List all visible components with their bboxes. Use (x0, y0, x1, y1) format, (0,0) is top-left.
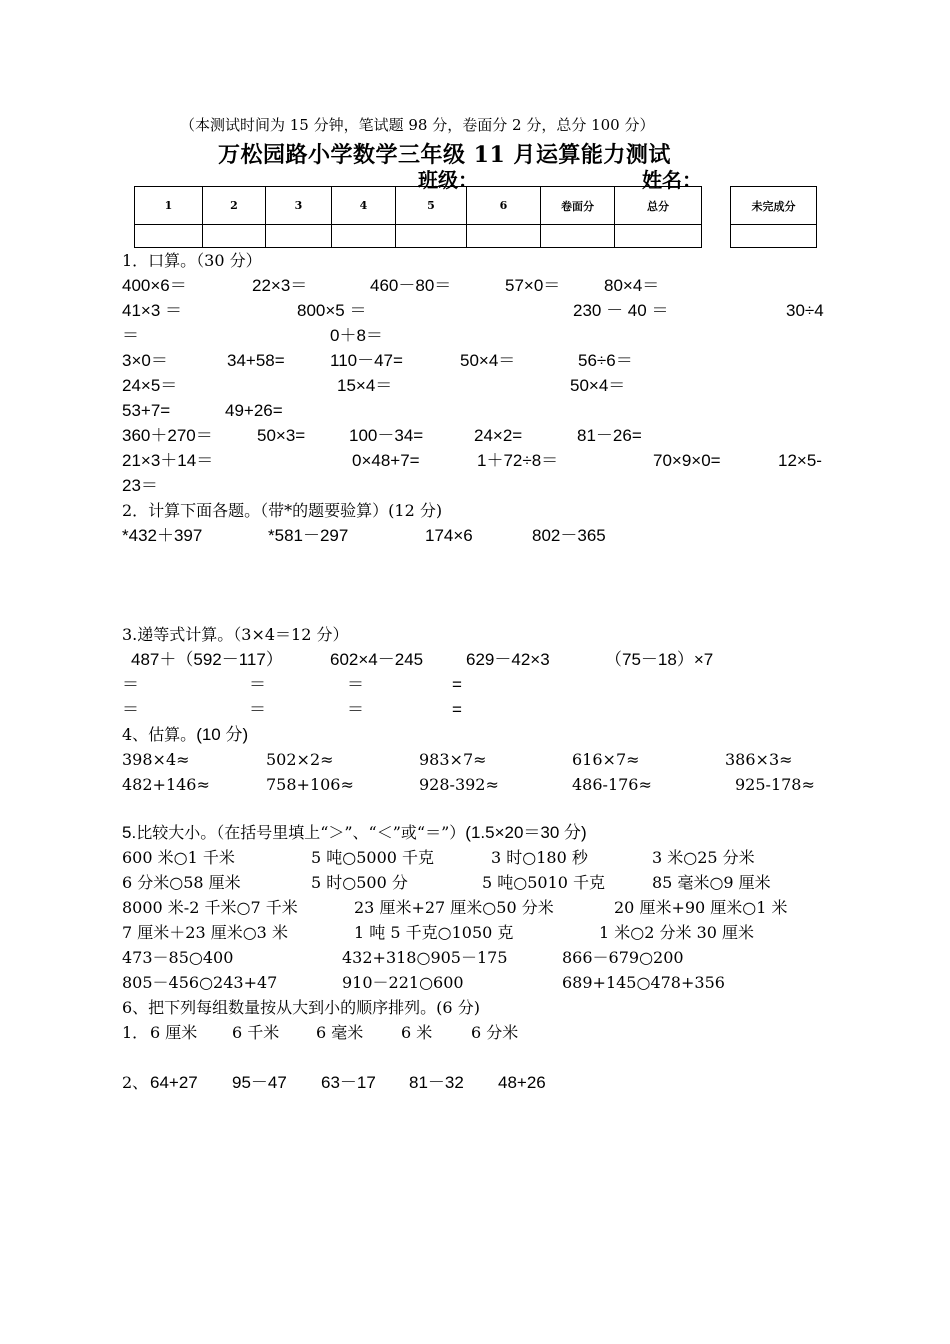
equals: ＝ (249, 675, 266, 694)
score-cell (332, 225, 396, 248)
problem: 925-178≈ (735, 775, 815, 794)
comparison: 689+145○478+356 (562, 973, 725, 992)
comparison: 85 毫米○9 厘米 (652, 873, 771, 892)
problem: 502×2≈ (266, 750, 334, 769)
section2-title: 2．计算下面各题。（带*的题要验算）(12 分) (122, 501, 443, 520)
comparison: 1 吨 5 千克○1050 克 (354, 923, 514, 942)
quantity: 6 毫米 (316, 1023, 364, 1042)
item-number: 2、 (122, 1073, 149, 1092)
section4-row (0, 747, 950, 772)
problem: 486-176≈ (572, 775, 652, 794)
problem: 23＝ (122, 476, 158, 495)
class-label: 班级： (418, 168, 478, 192)
section5-title (122, 820, 587, 845)
problem: 41×3 ＝ (122, 301, 183, 320)
section1-title: 1．口算。（30 分） (122, 251, 262, 270)
comparison: 5 吨○5010 千克 (482, 873, 606, 892)
name-label: 姓名： (642, 168, 702, 192)
problem: 49+26= (225, 401, 283, 420)
quantity: 48+26 (498, 1073, 546, 1092)
problem: 230 － 40 ＝ (573, 301, 669, 320)
problem: 50×4＝ (460, 351, 516, 370)
section3-title: 3.递等式计算。（3×4＝12 分） (122, 625, 349, 644)
section5-score: (1.5×20＝30 分) (465, 823, 587, 842)
problem: 386×3≈ (725, 750, 793, 769)
problem: 0×48+7= (352, 451, 420, 470)
problem: 0＋8＝ (330, 326, 383, 345)
score-header-4: 4 (332, 187, 396, 225)
score-cell (541, 225, 615, 248)
score-cell (396, 225, 467, 248)
section1-row (0, 323, 950, 348)
comparison: 8000 米-2 千米○7 千米 (122, 898, 298, 917)
problem: 1＋72÷8＝ (477, 451, 559, 470)
score-header-3: 3 (266, 187, 332, 225)
section5-title-text: 比较大小。（在括号里填上“＞”、“＜”或“＝”） (136, 823, 466, 842)
page-title: 万松园路小学数学三年级 11 月运算能力测试 (218, 142, 671, 168)
comparison: 5 时○500 分 (311, 873, 408, 892)
comparison: 5 吨○5000 千克 (311, 848, 435, 867)
quantity: 63－17 (321, 1073, 376, 1092)
score-header-1: 1 (135, 187, 203, 225)
score-header-2: 2 (203, 187, 266, 225)
equals: = (452, 700, 462, 719)
section4-title (122, 722, 248, 747)
comparison: 473－85○400 (122, 948, 234, 967)
test-note: （本测试时间为 15 分钟，笔试题 98 分，卷面分 2 分，总分 100 分） (180, 116, 655, 134)
section6-row (0, 1070, 950, 1095)
problem: *432＋397 (122, 526, 203, 545)
item-number: 1． (122, 1023, 149, 1042)
problem: *581－297 (268, 526, 349, 545)
section3-row (0, 647, 950, 672)
comparison: 20 厘米+90 厘米○1 米 (614, 898, 788, 917)
section1-row (0, 273, 950, 298)
comparison: 3 时○180 秒 (491, 848, 588, 867)
problem: 30÷4 (786, 301, 824, 320)
section1-row (0, 448, 950, 473)
score-cell (203, 225, 266, 248)
comparison: 7 厘米＋23 厘米○3 米 (122, 923, 288, 942)
problem: 56÷6＝ (578, 351, 633, 370)
equals: ＝ (249, 700, 266, 719)
section4-title-text: 4、估算。 (122, 725, 197, 744)
problem: 50×4＝ (570, 376, 626, 395)
unfinished-score-table (730, 186, 817, 248)
problem: 100－34= (349, 426, 424, 445)
section4-row (0, 772, 950, 797)
problem: 12×5- (778, 451, 822, 470)
problem: 460－80＝ (370, 276, 452, 295)
section2-row (0, 523, 950, 548)
problem: 24×2= (474, 426, 523, 445)
comparison: 432+318○905－175 (342, 948, 508, 967)
section5-row (0, 870, 950, 895)
comparison: 866－679○200 (562, 948, 684, 967)
problem: 482+146≈ (122, 775, 210, 794)
comparison: 910－221○600 (342, 973, 464, 992)
equals: ＝ (122, 700, 139, 719)
equals: ＝ (122, 675, 139, 694)
section5-number: 5. (122, 823, 137, 842)
problem: 50×3= (257, 426, 306, 445)
comparison: 600 米○1 千米 (122, 848, 235, 867)
quantity: 6 分米 (471, 1023, 519, 1042)
problem: 602×4－245 (330, 650, 424, 669)
comparison: 6 分米○58 厘米 (122, 873, 241, 892)
score-cell (266, 225, 332, 248)
score-table (134, 186, 702, 248)
problem: 34+58= (227, 351, 285, 370)
comparison: 1 米○2 分米 30 厘米 (599, 923, 755, 942)
section5-row (0, 895, 950, 920)
score-header-total: 总分 (615, 187, 702, 225)
problem: 487＋（592－117） (131, 650, 283, 669)
section1-row (0, 398, 950, 423)
section5-row (0, 945, 950, 970)
section1-row (0, 298, 950, 323)
unfinished-header: 未完成分 (731, 187, 817, 225)
equals: = (452, 675, 462, 694)
quantity: 6 米 (401, 1023, 433, 1042)
problem: 360＋270＝ (122, 426, 213, 445)
score-header-5: 5 (396, 187, 467, 225)
problem: 53+7= (122, 401, 171, 420)
quantity: 81－32 (409, 1073, 464, 1092)
quantity: 6 厘米 (150, 1023, 198, 1042)
problem: ＝ (122, 326, 139, 345)
problem: 802－365 (532, 526, 606, 545)
problem: 3×0＝ (122, 351, 168, 370)
section5-row (0, 920, 950, 945)
problem: 24×5＝ (122, 376, 178, 395)
problem: 110－47= (330, 351, 403, 370)
problem: 928-392≈ (419, 775, 499, 794)
problem: 70×9×0= (653, 451, 721, 470)
problem: 398×4≈ (122, 750, 190, 769)
problem: 21×3＋14＝ (122, 451, 214, 470)
problem: 81－26= (577, 426, 642, 445)
problem: 15×4＝ (337, 376, 393, 395)
score-header-6: 6 (467, 187, 541, 225)
section3-eq-row (0, 697, 950, 722)
problem: 758+106≈ (266, 775, 354, 794)
problem: 22×3＝ (252, 276, 308, 295)
problem: 616×7≈ (572, 750, 640, 769)
comparison: 3 米○25 分米 (652, 848, 755, 867)
section1-row (0, 348, 950, 373)
problem: 57×0＝ (505, 276, 561, 295)
section5-row (0, 845, 950, 870)
problem: 629－42×3 (466, 650, 550, 669)
score-cell (467, 225, 541, 248)
section4-score: (10 分) (196, 725, 249, 744)
section1-row (0, 423, 950, 448)
comparison: 805－456○243+47 (122, 973, 278, 992)
equals: ＝ (347, 675, 364, 694)
score-cell (731, 225, 817, 248)
problem: 174×6 (425, 526, 473, 545)
section1-row (0, 473, 950, 498)
problem: 80×4＝ (604, 276, 660, 295)
score-cell (135, 225, 203, 248)
problem: 983×7≈ (419, 750, 487, 769)
quantity: 6 千米 (232, 1023, 280, 1042)
equals: ＝ (347, 700, 364, 719)
problem: 800×5 ＝ (297, 301, 367, 320)
section3-eq-row (0, 672, 950, 697)
problem: （75－18）×7 (605, 650, 714, 669)
section1-row (0, 373, 950, 398)
score-cell (615, 225, 702, 248)
quantity: 95－47 (232, 1073, 287, 1092)
section6-title: 6、把下列每组数量按从大到小的顺序排列。(6 分) (122, 998, 480, 1017)
quantity: 64+27 (150, 1073, 198, 1092)
section6-row (0, 1020, 950, 1045)
problem: 400×6＝ (122, 276, 187, 295)
comparison: 23 厘米+27 厘米○50 分米 (354, 898, 554, 917)
section5-row (0, 970, 950, 995)
score-header-neatness: 卷面分 (541, 187, 615, 225)
